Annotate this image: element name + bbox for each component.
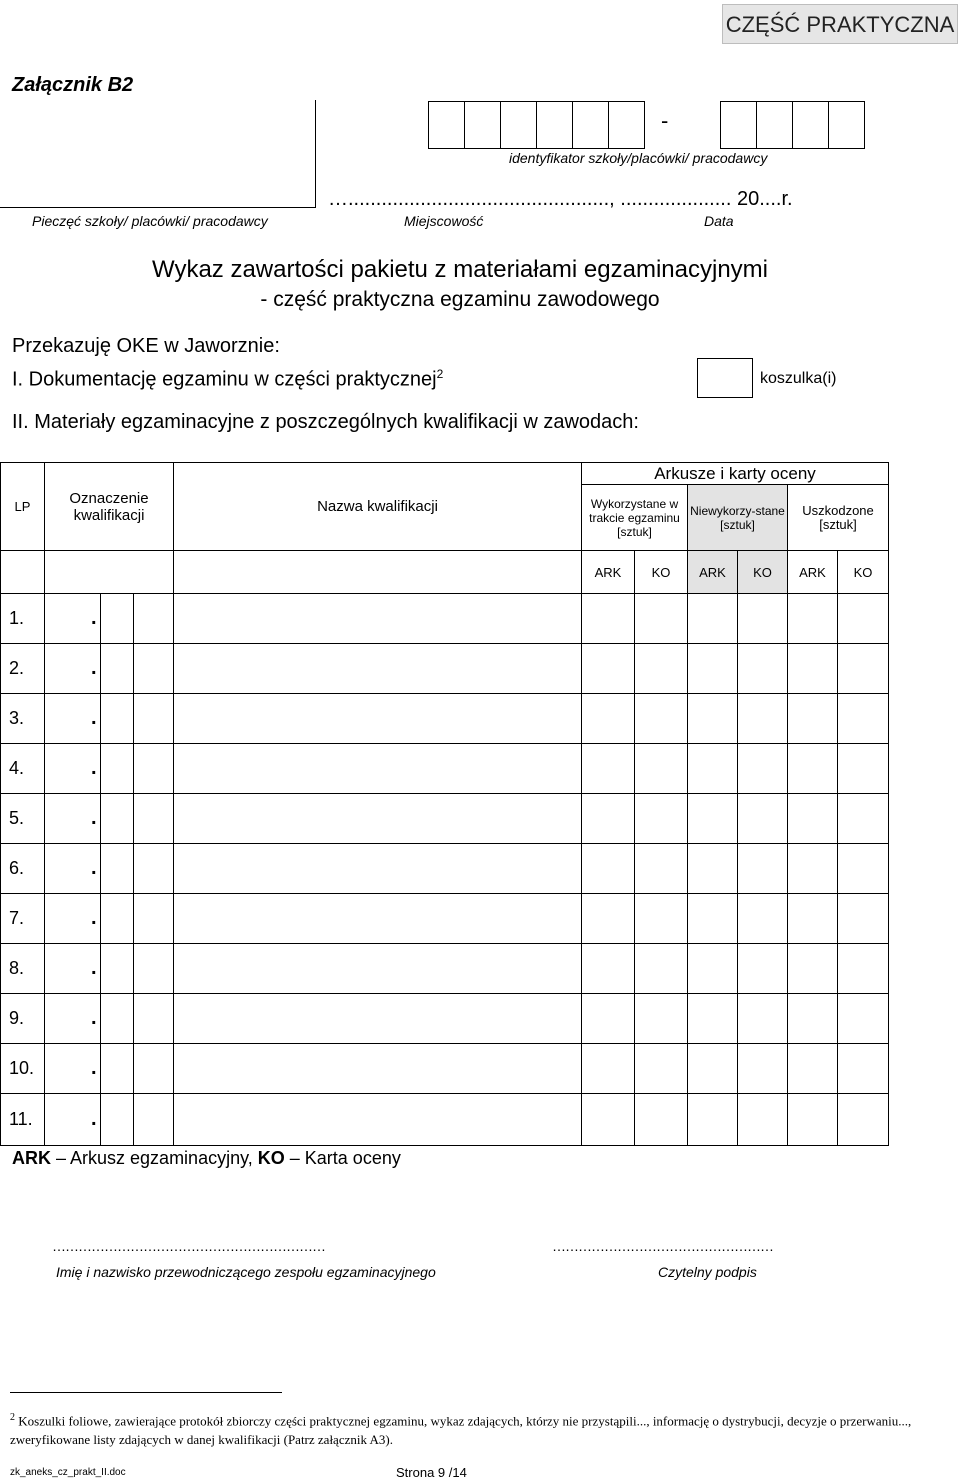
code-cell[interactable]: .: [45, 894, 101, 944]
col-group-header: Arkusze i karty oceny: [582, 463, 889, 485]
sub-ko: KO: [738, 551, 788, 594]
section-1-heading: [12, 367, 443, 392]
name-cell[interactable]: [174, 1044, 582, 1094]
count-cell[interactable]: [788, 744, 838, 794]
section-badge: CZĘŚĆ PRAKTYCZNA: [722, 4, 958, 44]
col-damaged-header: Uszkodzone [sztuk]: [788, 485, 889, 551]
count-cell[interactable]: [688, 694, 738, 744]
name-cell[interactable]: [174, 694, 582, 744]
col-lp-header: LP: [1, 463, 45, 551]
sub-ark: ARK: [788, 551, 838, 594]
page-number: Strona 9 /14: [396, 1465, 467, 1480]
table-row: [1, 794, 889, 844]
code-cell[interactable]: [101, 1044, 134, 1094]
stamp-label: Pieczęć szkoły/ placówki/ pracodawcy: [32, 213, 268, 229]
count-cell[interactable]: [582, 944, 635, 994]
code-cell[interactable]: [101, 694, 134, 744]
table-row: [1, 1094, 889, 1146]
table-row: [1, 744, 889, 794]
count-cell[interactable]: [738, 644, 788, 694]
materials-table: [0, 462, 889, 1146]
count-cell[interactable]: [738, 894, 788, 944]
count-cell[interactable]: [582, 594, 635, 644]
count-cell[interactable]: [738, 744, 788, 794]
footnote: [10, 1408, 930, 1449]
row-number: 2.: [1, 644, 45, 694]
code-cell[interactable]: [134, 744, 174, 794]
code-cell[interactable]: [134, 594, 174, 644]
name-cell[interactable]: [174, 944, 582, 994]
count-cell[interactable]: [582, 694, 635, 744]
annex-label: Załącznik B2: [12, 74, 134, 96]
id-box[interactable]: [500, 101, 537, 149]
code-cell[interactable]: [101, 944, 134, 994]
id-box[interactable]: [428, 101, 465, 149]
row-number: 1.: [1, 594, 45, 644]
subheader-spacer: [45, 551, 174, 594]
count-cell[interactable]: [738, 1094, 788, 1146]
name-cell[interactable]: [174, 744, 582, 794]
code-cell[interactable]: [134, 844, 174, 894]
row-number: 11.: [1, 1094, 45, 1146]
code-cell[interactable]: .: [45, 794, 101, 844]
stamp-border-right: [315, 100, 316, 208]
row-number: 10.: [1, 1044, 45, 1094]
document-title: Wykaz zawartości pakietu z materiałami egzaminacyjnymi: [152, 256, 768, 283]
code-cell[interactable]: .: [45, 744, 101, 794]
legend: [12, 1148, 401, 1169]
document-subtitle: - część praktyczna egzaminu zawodowego: [260, 288, 660, 311]
signature-label: Czytelny podpis: [658, 1264, 757, 1280]
sleeve-count-box[interactable]: [697, 358, 753, 398]
row-number: 8.: [1, 944, 45, 994]
count-cell[interactable]: [838, 994, 889, 1044]
count-cell[interactable]: [838, 644, 889, 694]
count-cell[interactable]: [582, 644, 635, 694]
id-dash: -: [661, 108, 669, 133]
count-cell[interactable]: [738, 694, 788, 744]
id-box[interactable]: [828, 101, 865, 149]
code-cell[interactable]: [101, 894, 134, 944]
count-cell[interactable]: [582, 1044, 635, 1094]
count-cell[interactable]: [582, 744, 635, 794]
code-cell[interactable]: .: [45, 844, 101, 894]
date-label: Data: [704, 213, 734, 229]
code-cell[interactable]: [134, 1044, 174, 1094]
row-number: 6.: [1, 844, 45, 894]
count-cell[interactable]: [582, 994, 635, 1044]
table-row: [1, 894, 889, 944]
count-cell[interactable]: [688, 594, 738, 644]
count-cell[interactable]: [582, 1094, 635, 1146]
count-cell[interactable]: [788, 694, 838, 744]
code-cell[interactable]: .: [45, 944, 101, 994]
code-cell[interactable]: [134, 1094, 174, 1146]
code-cell[interactable]: .: [45, 694, 101, 744]
count-cell[interactable]: [838, 894, 889, 944]
count-cell[interactable]: [635, 1044, 688, 1094]
stamp-border-bottom: [0, 207, 316, 208]
count-cell[interactable]: [688, 744, 738, 794]
count-cell[interactable]: [738, 794, 788, 844]
row-number: 7.: [1, 894, 45, 944]
count-cell[interactable]: [738, 994, 788, 1044]
sub-ark: ARK: [582, 551, 635, 594]
name-cell[interactable]: [174, 1094, 582, 1146]
count-cell[interactable]: [738, 1044, 788, 1094]
count-cell[interactable]: [635, 594, 688, 644]
count-cell[interactable]: [582, 794, 635, 844]
table-row: [1, 694, 889, 744]
sub-ko: KO: [838, 551, 889, 594]
sleeve-label: koszulka(i): [760, 370, 837, 387]
count-cell[interactable]: [788, 844, 838, 894]
count-cell[interactable]: [635, 794, 688, 844]
table-row: [1, 594, 889, 644]
count-cell[interactable]: [688, 994, 738, 1044]
place-label: Miejscowość: [404, 213, 484, 229]
legend-ark-text: – Arkusz egzaminacyjny,: [51, 1148, 258, 1168]
id-box[interactable]: [792, 101, 829, 149]
code-cell[interactable]: [134, 644, 174, 694]
code-cell[interactable]: .: [45, 594, 101, 644]
code-cell[interactable]: .: [45, 644, 101, 694]
col-code-header: Oznaczenie kwalifikacji: [45, 463, 174, 551]
signature-line[interactable]: ……………………………………………: [552, 1238, 773, 1254]
name-cell[interactable]: [174, 994, 582, 1044]
count-cell[interactable]: [788, 594, 838, 644]
chair-name-label: Imię i nazwisko przewodniczącego zespołu egzaminacyjnego: [56, 1264, 436, 1280]
id-box[interactable]: [572, 101, 609, 149]
code-cell[interactable]: [101, 594, 134, 644]
id-box[interactable]: [536, 101, 573, 149]
count-cell[interactable]: [688, 844, 738, 894]
id-box[interactable]: [756, 101, 793, 149]
count-cell[interactable]: [635, 744, 688, 794]
code-cell[interactable]: [134, 994, 174, 1044]
count-cell[interactable]: [688, 644, 738, 694]
count-cell[interactable]: [635, 944, 688, 994]
footnote-separator: [10, 1392, 282, 1393]
count-cell[interactable]: [688, 944, 738, 994]
count-cell[interactable]: [788, 944, 838, 994]
legend-ark: ARK: [12, 1148, 51, 1168]
count-cell[interactable]: [738, 844, 788, 894]
sub-ko: KO: [635, 551, 688, 594]
count-cell[interactable]: [788, 1044, 838, 1094]
id-box[interactable]: [608, 101, 645, 149]
code-cell[interactable]: [101, 644, 134, 694]
count-cell[interactable]: [582, 844, 635, 894]
count-cell[interactable]: [788, 994, 838, 1044]
count-cell[interactable]: [635, 694, 688, 744]
table-row: [1, 844, 889, 894]
count-cell[interactable]: [738, 944, 788, 994]
sub-ark: ARK: [688, 551, 738, 594]
code-cell[interactable]: [101, 794, 134, 844]
subheader-spacer: [1, 551, 45, 594]
name-cell[interactable]: [174, 844, 582, 894]
count-cell[interactable]: [635, 1094, 688, 1146]
count-cell[interactable]: [788, 644, 838, 694]
file-name: zk_aneks_cz_prakt_II.doc: [10, 1467, 126, 1478]
count-cell[interactable]: [582, 894, 635, 944]
count-cell[interactable]: [788, 1094, 838, 1146]
row-number: 4.: [1, 744, 45, 794]
table-row: [1, 944, 889, 994]
count-cell[interactable]: [738, 594, 788, 644]
place-date-line[interactable]: …..............................................., .................... 20....r.: [328, 188, 793, 210]
footnote-number: 2: [10, 1412, 15, 1423]
footnote-text: Koszulki foliowe, zawierające protokół zbiorczy części praktycznej egzaminu, wykaz zdających, którzy nie przystąpili..., informację o dystrybucji, decyzje o przerwaniu..., zweryfikowane listy zdających w danej kwalifikacji (Patrz załącznik A3).: [10, 1413, 912, 1448]
row-number: 3.: [1, 694, 45, 744]
count-cell[interactable]: [838, 844, 889, 894]
name-cell[interactable]: [174, 594, 582, 644]
section-2-heading: II. Materiały egzaminacyjne z poszczególnych kwalifikacji w zawodach:: [12, 411, 639, 433]
col-used-header: Wykorzystane w trakcie egzaminu [sztuk]: [582, 485, 688, 551]
count-cell[interactable]: [688, 1044, 738, 1094]
code-cell[interactable]: [101, 1094, 134, 1146]
code-cell[interactable]: [101, 844, 134, 894]
count-cell[interactable]: [838, 794, 889, 844]
section-1-text: I. Dokumentację egzaminu w części praktycznej: [12, 368, 437, 391]
table-row: [1, 994, 889, 1044]
code-cell[interactable]: [134, 894, 174, 944]
count-cell[interactable]: [688, 794, 738, 844]
count-cell[interactable]: [635, 894, 688, 944]
id-box[interactable]: [464, 101, 501, 149]
code-cell[interactable]: [101, 744, 134, 794]
code-cell[interactable]: [134, 694, 174, 744]
handover-label: Przekazuję OKE w Jaworznie:: [12, 335, 280, 357]
row-number: 9.: [1, 994, 45, 1044]
count-cell[interactable]: [838, 744, 889, 794]
footnote-ref: 2: [436, 367, 444, 381]
id-label: identyfikator szkoły/placówki/ pracodawcy: [509, 150, 768, 166]
subheader-spacer: [174, 551, 582, 594]
legend-ko: KO: [257, 1148, 285, 1168]
id-box[interactable]: [720, 101, 757, 149]
count-cell[interactable]: [788, 894, 838, 944]
count-cell[interactable]: [788, 794, 838, 844]
code-cell[interactable]: .: [45, 1094, 101, 1146]
col-name-header: Nazwa kwalifikacji: [174, 463, 582, 551]
name-cell[interactable]: [174, 794, 582, 844]
col-unused-header: Niewykorzy-stane [sztuk]: [688, 485, 788, 551]
code-cell[interactable]: [134, 794, 174, 844]
chair-signature-line[interactable]: ………………………………………………………: [52, 1238, 325, 1254]
code-cell[interactable]: [101, 994, 134, 1044]
count-cell[interactable]: [635, 844, 688, 894]
row-number: 5.: [1, 794, 45, 844]
count-cell[interactable]: [838, 1044, 889, 1094]
legend-ko-text: – Karta oceny: [284, 1148, 401, 1168]
count-cell[interactable]: [688, 894, 738, 944]
table-row: [1, 1044, 889, 1094]
name-cell[interactable]: [174, 644, 582, 694]
code-cell[interactable]: [134, 944, 174, 994]
code-cell[interactable]: .: [45, 1044, 101, 1094]
table-row: [1, 644, 889, 694]
count-cell[interactable]: [838, 594, 889, 644]
count-cell[interactable]: [838, 1094, 889, 1146]
name-cell[interactable]: [174, 894, 582, 944]
count-cell[interactable]: [688, 1094, 738, 1146]
count-cell[interactable]: [838, 944, 889, 994]
count-cell[interactable]: [838, 694, 889, 744]
count-cell[interactable]: [635, 644, 688, 694]
count-cell[interactable]: [635, 994, 688, 1044]
code-cell[interactable]: .: [45, 994, 101, 1044]
